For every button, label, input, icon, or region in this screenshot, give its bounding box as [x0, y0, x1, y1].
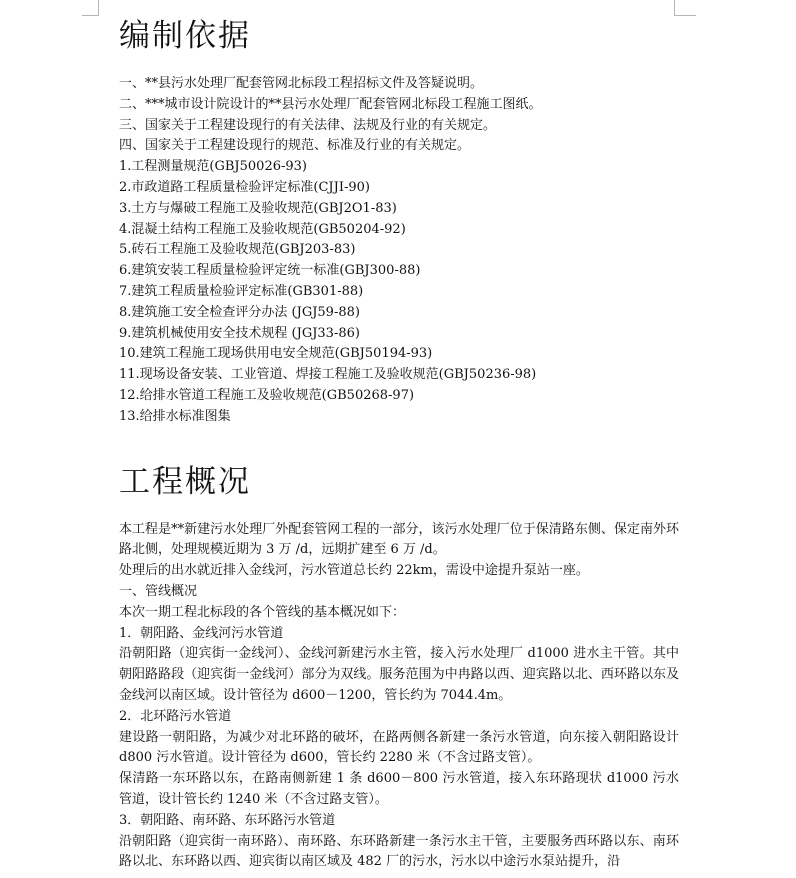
basis-item: 5.砖石工程施工及验收规范(GBJ203-83) — [119, 242, 356, 258]
crop-mark-top-left — [98, 0, 99, 16]
basis-item: 13.给排水标准图集 — [119, 408, 231, 424]
overview-subheading: 3．朝阳路、南环路、东环路污水管道 — [119, 812, 336, 828]
basis-item: 三、国家关于工程建设现行的有关法律、法规及行业的有关规定。 — [119, 117, 497, 133]
basis-item: 一、**县污水处理厂配套管网北标段工程招标文件及答疑说明。 — [119, 76, 484, 91]
basis-item: 二、***城市设计院设计的**县污水处理厂配套管网北标段工程施工图纸。 — [119, 96, 542, 112]
crop-mark-top-right — [674, 0, 675, 16]
overview-paragraph: 处理后的出水就近排入金线河，污水管道总长约 22km，需设中途提升泵站一座。 — [119, 563, 589, 579]
basis-list — [119, 74, 679, 428]
overview-subheading: 2．北环路污水管道 — [119, 708, 232, 724]
section-heading-overview: 工程概况 — [119, 463, 251, 500]
basis-item: 10.建筑工程施工现场供用电安全规范(GBJ50194-93) — [119, 346, 433, 362]
overview-subheading: 1．朝阳路、金线河污水管道 — [119, 625, 284, 641]
basis-item: 4.混凝土结构工程施工及验收规范(GB50204-92) — [119, 221, 406, 237]
overview-body — [119, 520, 679, 874]
basis-item: 11.现场设备安装、工业管道、焊接工程施工及验收规范(GBJ50236-98) — [119, 367, 537, 383]
basis-item: 四、国家关于工程建设现行的规范、标准及行业的有关规定。 — [119, 138, 471, 154]
document-body — [119, 16, 679, 873]
basis-item: 2.市政道路工程质量检验评定标准(CJJI-90) — [119, 179, 370, 195]
basis-item: 8.建筑施工安全检查评分办法 (JGJ59-88) — [119, 304, 360, 320]
section-heading-basis: 编制依据 — [119, 18, 251, 54]
overview-paragraph: 保清路一东环路以东，在路南侧新建 1 条 d600－800 污水管道，接入东环路现状 d1000 污水管道，设计管长约 1240 米（不含过路支管）。 — [119, 771, 679, 807]
overview-paragraph: 沿朝阳路（迎宾街一金线河）、金线河新建污水主管，接入污水处理厂 d1000 进水主干管。其中朝阳路路段（迎宾街一金线河）部分为双线。服务范围为中冉路以西、迎宾路以北、西环路以东及金线河以南区域。设计管径为 d600－1200，管长约为 7044.4m。 — [119, 646, 679, 703]
basis-item: 3.土方与爆破工程施工及验收规范(GBJ2O1-83) — [119, 200, 397, 216]
overview-paragraph: 本次一期工程北标段的各个管线的基本概况如下： — [119, 604, 406, 620]
basis-item: 12.给排水管道工程施工及验收规范(GB50268-97) — [119, 387, 415, 403]
crop-mark-top-left — [82, 15, 99, 16]
basis-item: 7.建筑工程质量检验评定标准(GB301-88) — [119, 283, 364, 299]
basis-item: 9.建筑机械使用安全技术规程 (JGJ33-86) — [119, 325, 360, 341]
basis-item: 6.建筑安装工程质量检验评定统一标准(GBJ300-88) — [119, 263, 421, 279]
overview-paragraph: 沿朝阳路（迎宾街一南环路）、南环路、东环路新建一条污水主干管，主要服务西环路以东、南环路以北、东环路以西、迎宾街以南区域及 482 厂的污水，污水以中途污水泵站提升，沿 — [119, 833, 679, 870]
overview-paragraph: 建设路一朝阳路，为减少对北环路的破坏，在路两侧各新建一条污水管道，向东接入朝阳路设计 d800 污水管道。设计管径为 d600，管长约 2280 米（不含过路支管）。 — [119, 729, 679, 766]
basis-item: 1.工程测量规范(GBJ50026-93) — [119, 159, 307, 175]
overview-subheading: 一、管线概况 — [119, 583, 198, 599]
overview-paragraph: 本工程是**新建污水处理厂外配套管网工程的一部分，该污水处理厂位于保清路东侧、保定南外环路北侧，处理规模近期为 3 万 /d，远期扩建至 6 万 /d。 — [119, 521, 679, 558]
